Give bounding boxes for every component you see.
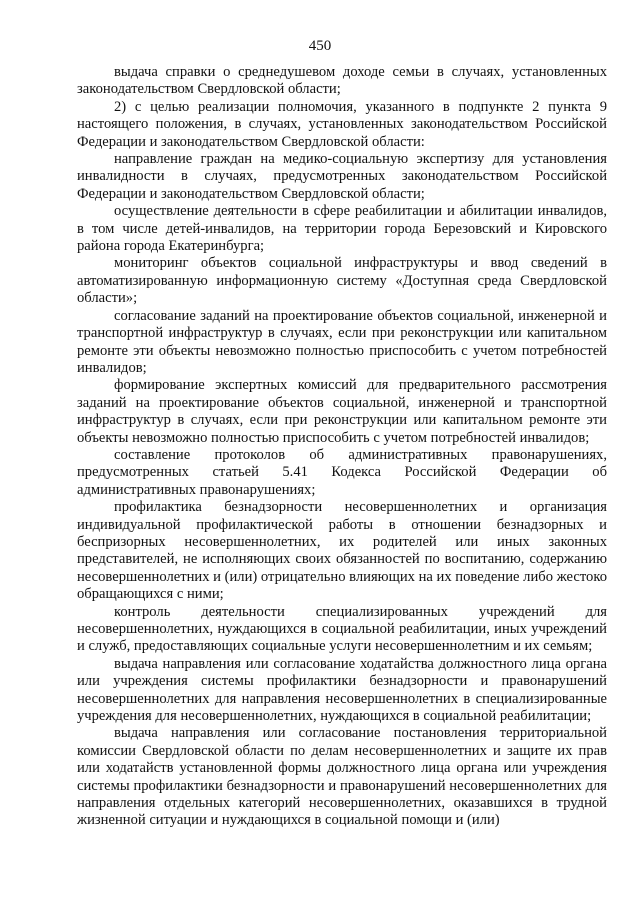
paragraph: согласование заданий на проектирование объектов социальной, инженерной и транспортной инфраструктур в случаях, если при реконструкции или капитальном ремонте эти объекты невозможно полностью приспособить с учетом потребностей инвалидов; xyxy=(77,307,607,376)
paragraph: выдача справки о среднедушевом доходе семьи в случаях, установленных законодательством Свердловской области; xyxy=(77,64,607,98)
paragraph: составление протоколов об административных правонарушениях, предусмотренных статьей 5.41 Кодекса Российской Федерации об административных правонарушениях; xyxy=(77,446,607,498)
paragraph: направление граждан на медико-социальную экспертизу для установления инвалидности в случаях, предусмотренных законодательством Российской Федерации и законодательством Свердловской области; xyxy=(77,151,607,202)
paragraph: осуществление деятельности в сфере реабилитации и абилитации инвалидов, в том числе детей-инвалидов, на территории города Березовский и Кировского района города Екатеринбурга; xyxy=(77,203,607,255)
page-number: 450 xyxy=(308,38,332,54)
paragraph: выдача направления или согласование ходатайства должностного лица органа или учреждения системы профилактики безнадзорности и правонарушений несовершеннолетних для направления несовершеннолетних в специализированные учреждения для несовершеннолетних, нуждающихся в социальной реабилитации; xyxy=(77,655,607,725)
paragraph: мониторинг объектов социальной инфраструктуры и ввод сведений в автоматизированную информационную систему «Доступная среда Свердловской области»; xyxy=(77,255,607,307)
paragraph: выдача направления или согласование постановления территориальной комиссии Свердловской области по делам несовершеннолетних и защите их прав или ходатайств установленной формы должностного лица органа или учреждения системы профилактики безнадзорности и правонарушений несовершеннолетних для направления отдельных категорий несовершеннолетних, оказавшихся в трудной жизненной ситуации и нуждающихся в социальной помощи и (или) xyxy=(77,725,607,829)
paragraph: профилактика безнадзорности несовершеннолетних и организация индивидуальной профилактической работы в отношении безнадзорных и беспризорных несовершеннолетних, их родителей или иных законных представителей, не исполняющих своих обязанностей по воспитанию, содержанию несовершеннолетних и (или) отрицательно влияющих на их поведение либо жестоко обращающихся с ними; xyxy=(77,499,607,603)
paragraph: формирование экспертных комиссий для предварительного рассмотрения заданий на проектирование объектов социальной, инженерной и транспортной инфраструктур в случаях, если при реконструкции или капитальном ремонте эти объекты невозможно полностью приспособить с учетом потребностей инвалидов; xyxy=(77,377,607,446)
document-body xyxy=(77,64,607,830)
paragraph: 2) с целью реализации полномочия, указанного в подпункте 2 пункта 9 настоящего положения, в случаях, установленных законодательством Российской Федерации и законодательством Свердловской области: xyxy=(77,98,607,150)
paragraph: контроль деятельности специализированных учреждений для несовершеннолетних, нуждающихся в социальной реабилитации, иных учреждений и служб, предоставляющих социальные услуги несовершеннолетним и их семьям; xyxy=(77,603,607,655)
